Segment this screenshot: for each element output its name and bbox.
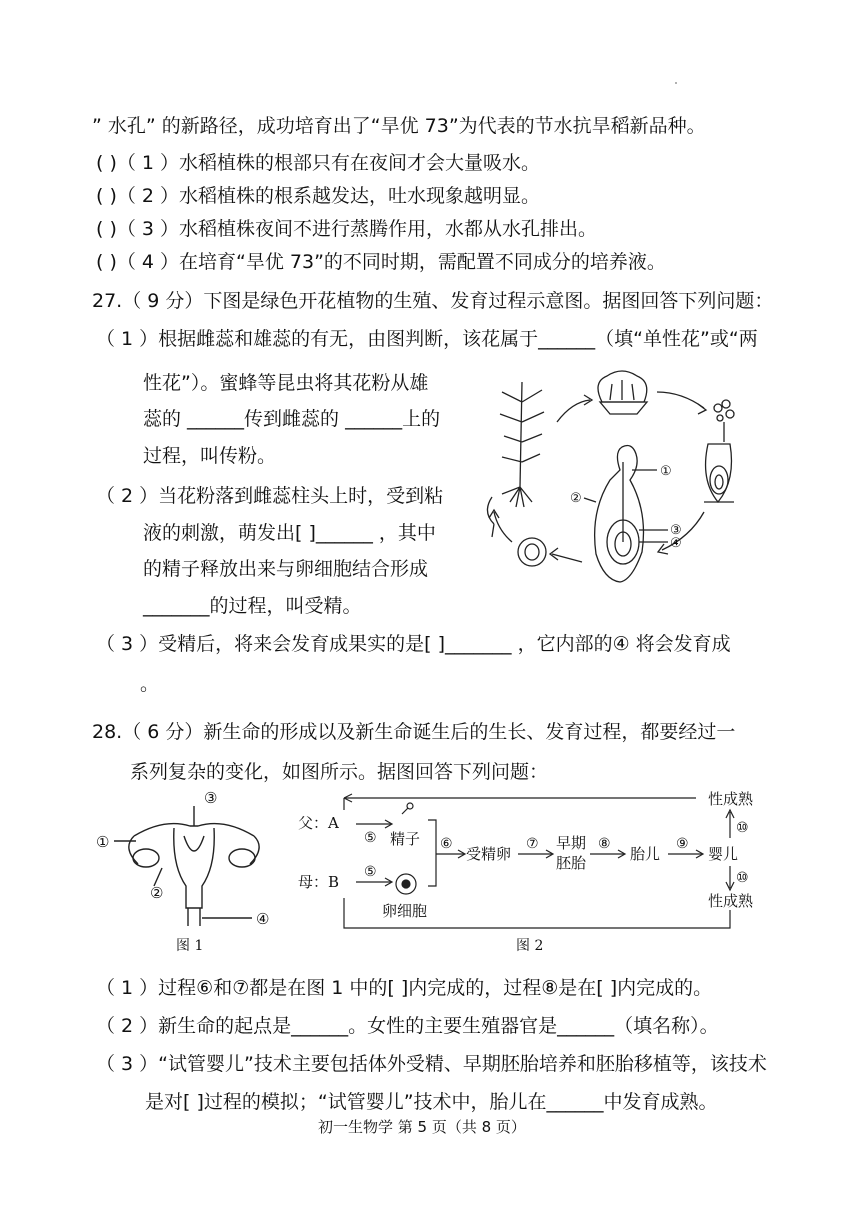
development-flow-figure <box>296 786 766 954</box>
fig2-baby: 婴儿 <box>708 845 739 863</box>
ovary-left <box>133 849 159 867</box>
fig2-step-7: ⑦ <box>526 836 539 852</box>
q28-q3-line2: 是对[ ]过程的模拟；“试管婴儿”技术中，胎儿在______中发育成熟。 <box>145 1091 718 1113</box>
q27-p3-line1: （ 3 ）受精后，将来会发育成果实的是[ ]_______ ，它内部的④ 将会发育成 <box>96 633 731 655</box>
fig2-step-5a: ⑤ <box>364 830 377 846</box>
q27-p2-line3: 的精子释放出来与卵细胞结合形成 <box>143 558 429 580</box>
fig2-step-6: ⑥ <box>440 836 453 852</box>
fig2-fetus: 胎儿 <box>630 845 661 863</box>
fig2-embryo-l2: 胚胎 <box>556 854 587 872</box>
q27-p2-line1: （ 2 ）当花粉落到雌蕊柱头上时，受到粘 <box>96 485 444 507</box>
fig1-label-3: ③ <box>204 789 218 807</box>
q27-title: 27.（ 9 分）下图是绿色开花植物的生殖、发育过程示意图。据图回答下列问题： <box>92 290 774 312</box>
q28-title-line1: 28.（ 6 分）新生命的形成以及新生命诞生后的生长、发育过程，都要经过一 <box>92 721 736 743</box>
q27-p2-line2: 液的刺激，萌发出[ ]______ ，其中 <box>143 522 436 544</box>
q26-item-3: ( )（ 3 ）水稻植株夜间不进行蒸腾作用，水都从水孔排出。 <box>96 218 598 240</box>
fig1-label-1: ① <box>96 833 110 851</box>
fig27-label-2: ② <box>570 491 582 506</box>
q28-title-line2: 系列复杂的变化，如图所示。据图回答下列问题： <box>130 761 549 783</box>
fig2-zygote: 受精卵 <box>466 845 512 863</box>
fig27-label-1: ① <box>660 464 672 479</box>
pistil-large <box>595 446 644 582</box>
fig2-father: 父：A <box>298 814 339 832</box>
fig2-caption: 图 2 <box>516 938 544 954</box>
fig1-label-2: ② <box>150 884 164 902</box>
vagina <box>188 908 200 926</box>
fig2-mature-top: 性成熟 <box>708 790 754 808</box>
fig27-label-3: ③ <box>670 523 682 538</box>
fig2-step-5b: ⑤ <box>364 864 377 880</box>
fig27-label-4: ④ <box>670 536 682 551</box>
plant-lifecycle-figure <box>472 362 777 602</box>
scan-speck <box>675 82 677 84</box>
sperm-shape <box>402 808 408 814</box>
q26-intro-tail: ” 水孔” 的新路径，成功培育出了“旱优 73”为代表的节水抗旱稻新品种。 <box>92 115 706 137</box>
pistil-small <box>706 444 732 502</box>
q26-item-4: ( )（ 4 ）在培育“旱优 73”的不同时期，需配置不同成分的培养液。 <box>96 251 666 273</box>
fig2-step-8: ⑧ <box>598 836 611 852</box>
fig2-step-9: ⑨ <box>676 836 689 852</box>
plant-stem <box>520 382 522 487</box>
seed <box>518 538 546 566</box>
fig1-label-4: ④ <box>256 910 270 928</box>
fig2-step-10b: ⑩ <box>736 870 749 886</box>
q27-p3-line2: 。 <box>140 673 160 695</box>
page-footer: 初一生物学 第 5 页（共 8 页） <box>318 1118 526 1136</box>
q27-p1-line2: 性花”）。蜜蜂等昆虫将其花粉从雄 <box>143 372 429 394</box>
q26-item-2: ( )（ 2 ）水稻植株的根系越发达，吐水现象越明显。 <box>96 185 541 207</box>
plant-roots <box>502 487 532 507</box>
fig2-sperm: 精子 <box>390 830 421 848</box>
female-reproductive-figure <box>94 786 294 954</box>
fig2-mother: 母：B <box>298 873 340 891</box>
seedling <box>487 497 494 537</box>
q27-p1-line3: 蕊的 ______传到雌蕊的 ______上的 <box>143 408 441 430</box>
fig2-step-10a: ⑩ <box>736 820 749 836</box>
fig2-egg: 卵细胞 <box>382 902 428 920</box>
fig2-embryo-l1: 早期 <box>556 834 587 852</box>
uterus <box>174 828 215 908</box>
q27-p1-line1: （ 1 ）根据雌蕊和雄蕊的有无，由图判断，该花属于______（填“单性花”或“两 <box>96 328 758 350</box>
q27-p2-line4: _______的过程，叫受精。 <box>143 595 362 617</box>
q27-p1-line4: 过程，叫传粉。 <box>143 445 277 467</box>
q28-q1: （ 1 ）过程⑥和⑦都是在图 1 中的[ ]内完成的，过程⑧是在[ ]内完成的。 <box>96 977 713 999</box>
fig2-mature-bottom: 性成熟 <box>708 892 754 910</box>
q28-q3-line1: （ 3 ）“试管婴儿”技术主要包括体外受精、早期胚胎培养和胚胎移植等，该技术 <box>96 1053 767 1075</box>
ovary-right <box>229 849 255 867</box>
q28-q2: （ 2 ）新生命的起点是______。女性的主要生殖器官是______（填名称）。 <box>96 1015 719 1037</box>
fig1-caption: 图 1 <box>176 938 204 954</box>
q26-item-1: ( )（ 1 ）水稻植株的根部只有在夜间才会大量吸水。 <box>96 152 541 174</box>
